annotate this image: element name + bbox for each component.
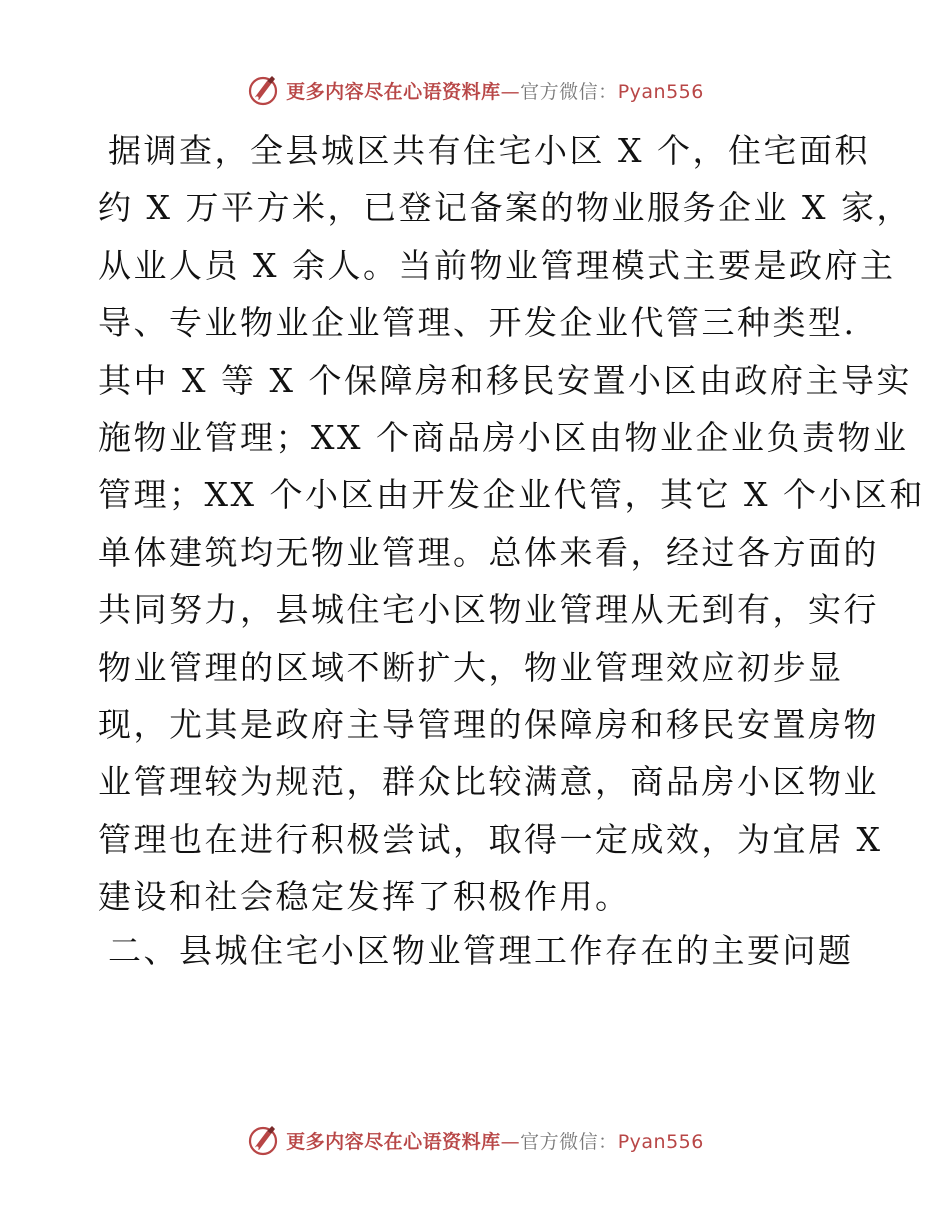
footer-separator: — xyxy=(500,1130,521,1153)
paragraph-line: 从业人员 X 余人。当前物业管理模式主要是政府主 xyxy=(98,245,896,285)
paragraph-line: 单体建筑均无物业管理。总体来看，经过各方面的 xyxy=(98,532,879,572)
header-banner xyxy=(0,70,950,110)
paragraph-line: 施物业管理；XX 个商品房小区由物业企业负责物业 xyxy=(98,418,909,458)
paragraph-line: 现，尤其是政府主导管理的保障房和移民安置房物 xyxy=(98,705,879,745)
paragraph-line: 导、专业物业企业管理、开发企业代管三种类型. xyxy=(98,303,857,343)
header-separator: — xyxy=(500,80,521,103)
paragraph-line: 其中 X 等 X 个保障房和移民安置小区由政府主导实 xyxy=(98,360,912,400)
paragraph-line: 物业管理的区域不断扩大，物业管理效应初步显 xyxy=(98,647,844,687)
paragraph-line: 管理也在进行积极尝试，取得一定成效，为宜居 X xyxy=(98,819,883,859)
logo-icon xyxy=(246,1123,280,1157)
footer-wechat-id: Pyan556 xyxy=(617,1130,704,1153)
header-site-text: 更多内容尽在心语资料库 xyxy=(286,80,501,103)
footer-site-text: 更多内容尽在心语资料库 xyxy=(286,1130,501,1153)
paragraph-line: 约 X 万平方米，已登记备案的物业服务企业 X 家， xyxy=(98,188,912,228)
logo-icon xyxy=(246,73,280,107)
header-wechat-id: Pyan556 xyxy=(617,80,704,103)
body-paragraph xyxy=(98,122,925,926)
header-banner-text xyxy=(286,77,704,104)
header-wechat-label: 官方微信： xyxy=(520,80,618,103)
paragraph-line: 业管理较为规范，群众比较满意，商品房小区物业 xyxy=(98,762,879,802)
paragraph-line: 管理；XX 个小区由开发企业代管，其它 X 个小区和 xyxy=(98,475,925,515)
footer-banner xyxy=(0,1120,950,1160)
footer-banner-text xyxy=(286,1127,704,1154)
paragraph-line: 共同努力，县城住宅小区物业管理从无到有，实行 xyxy=(98,590,879,630)
paragraph-line: 建设和社会稳定发挥了积极作用。 xyxy=(98,877,631,917)
footer-wechat-label: 官方微信： xyxy=(520,1130,618,1153)
section-heading: 二、县城住宅小区物业管理工作存在的主要问题 xyxy=(108,931,854,970)
paragraph-line: 据调查，全县城区共有住宅小区 X 个，住宅面积 xyxy=(108,131,870,170)
